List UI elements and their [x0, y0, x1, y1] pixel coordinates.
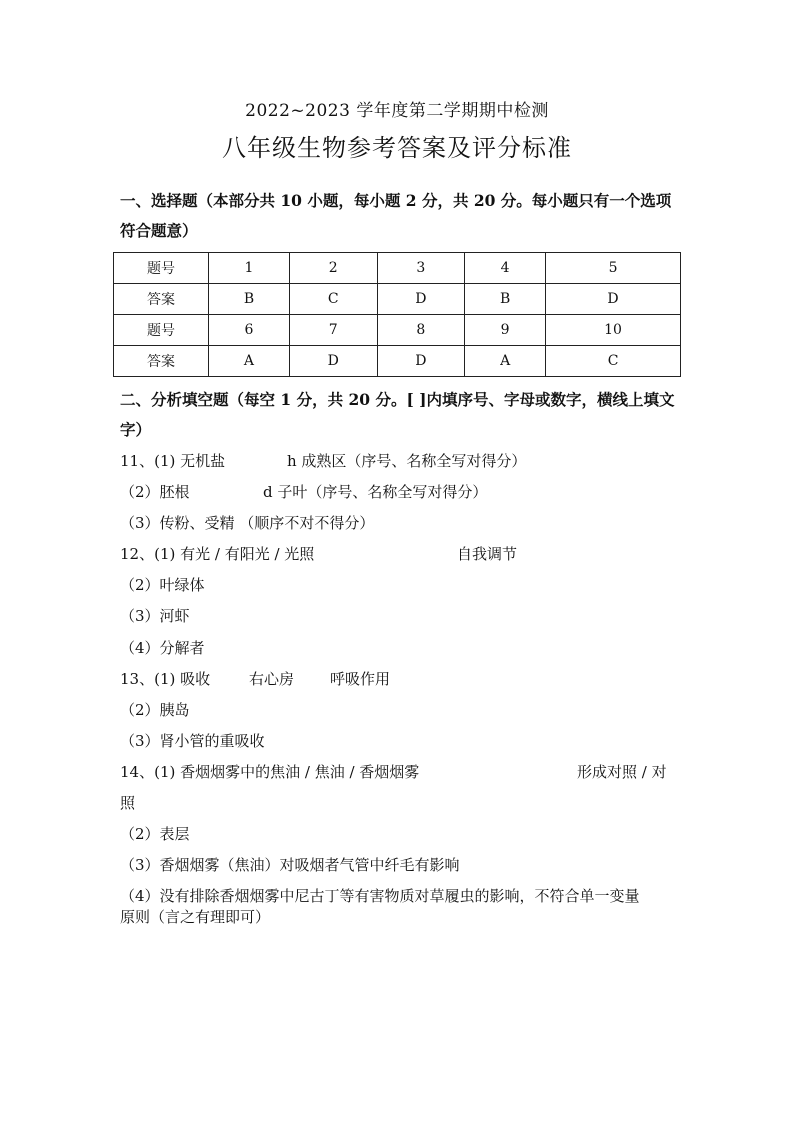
q12-part1-answer-b: 自我调节	[457, 545, 518, 563]
q11-part3-answer: （3）传粉、受精 （顺序不对不得分）	[120, 514, 375, 532]
table-cell: 7	[289, 315, 377, 346]
table-cell: 6	[209, 315, 290, 346]
answer-table	[113, 252, 681, 377]
table-cell: 9	[465, 315, 546, 346]
table-cell: 2	[289, 253, 377, 284]
answer-table-row	[114, 315, 681, 346]
table-cell: C	[289, 284, 377, 315]
q13-part1-answer-b: 右心房	[249, 670, 295, 688]
section-1-heading: 一、选择题（本部分共 10 小题，每小题 2 分，共 20 分。每小题只有一个选项符合题意）	[120, 191, 672, 240]
table-cell: A	[209, 346, 290, 377]
table-cell: C	[546, 346, 681, 377]
table-cell: 8	[377, 315, 465, 346]
row-label: 题号	[114, 315, 209, 346]
q11-part2-answer-b: d 子叶（序号、名称全写对得分）	[263, 483, 488, 501]
table-cell: D	[377, 346, 465, 377]
q12-part2-answer: （2）叶绿体	[120, 576, 205, 594]
table-cell: 4	[465, 253, 546, 284]
document-title: 八年级生物参考答案及评分标准	[222, 134, 572, 162]
table-cell: D	[546, 284, 681, 315]
table-cell: D	[377, 284, 465, 315]
q12-part1-answer-a: 12、(1) 有光 / 有阳光 / 光照	[120, 545, 315, 563]
q14-part3-answer: （3）香烟烟雾（焦油）对吸烟者气管中纤毛有影响	[120, 856, 460, 874]
table-cell: B	[465, 284, 546, 315]
q14-part1-answer-c: 照	[120, 794, 136, 812]
q14-part4-answer-line1: （4）没有排除香烟烟雾中尼古丁等有害物质对草履虫的影响，不符合单一变量	[120, 887, 640, 905]
q14-part2-answer: （2）表层	[120, 825, 190, 843]
answer-table-row	[114, 284, 681, 315]
exam-title: 2022~2023 学年度第二学期期中检测	[245, 101, 549, 121]
q14-part1-answer-a: 14、(1) 香烟烟雾中的焦油 / 焦油 / 香烟烟雾	[120, 763, 420, 781]
q11-part1-answer-a: 11、(1) 无机盐	[120, 452, 226, 470]
q11-part1-answer-b: h 成熟区（序号、名称全写对得分）	[287, 452, 527, 470]
row-label: 答案	[114, 346, 209, 377]
section-2-heading: 二、分析填空题（每空 1 分，共 20 分。[ ]内填序号、字母或数字，横线上填文字）	[120, 390, 675, 439]
table-cell: 5	[546, 253, 681, 284]
q13-part1-answer-a: 13、(1) 吸收	[120, 670, 211, 688]
q13-part1-answer-c: 呼吸作用	[330, 670, 391, 688]
q12-part4-answer: （4）分解者	[120, 639, 205, 657]
q13-part2-answer: （2）胰岛	[120, 701, 190, 719]
row-label: 题号	[114, 253, 209, 284]
table-cell: 10	[546, 315, 681, 346]
table-cell: B	[209, 284, 290, 315]
q14-part4-answer-line2: 原则（言之有理即可）	[120, 908, 271, 926]
table-cell: A	[465, 346, 546, 377]
q13-part3-answer: （3）肾小管的重吸收	[120, 732, 265, 750]
q12-part3-answer: （3）河虾	[120, 607, 190, 625]
table-cell: 3	[377, 253, 465, 284]
q11-part2-answer-a: （2）胚根	[120, 483, 190, 501]
q14-part1-answer-b: 形成对照 / 对	[577, 763, 667, 781]
answer-table-row	[114, 253, 681, 284]
table-cell: 1	[209, 253, 290, 284]
answer-table-row	[114, 346, 681, 377]
row-label: 答案	[114, 284, 209, 315]
table-cell: D	[289, 346, 377, 377]
